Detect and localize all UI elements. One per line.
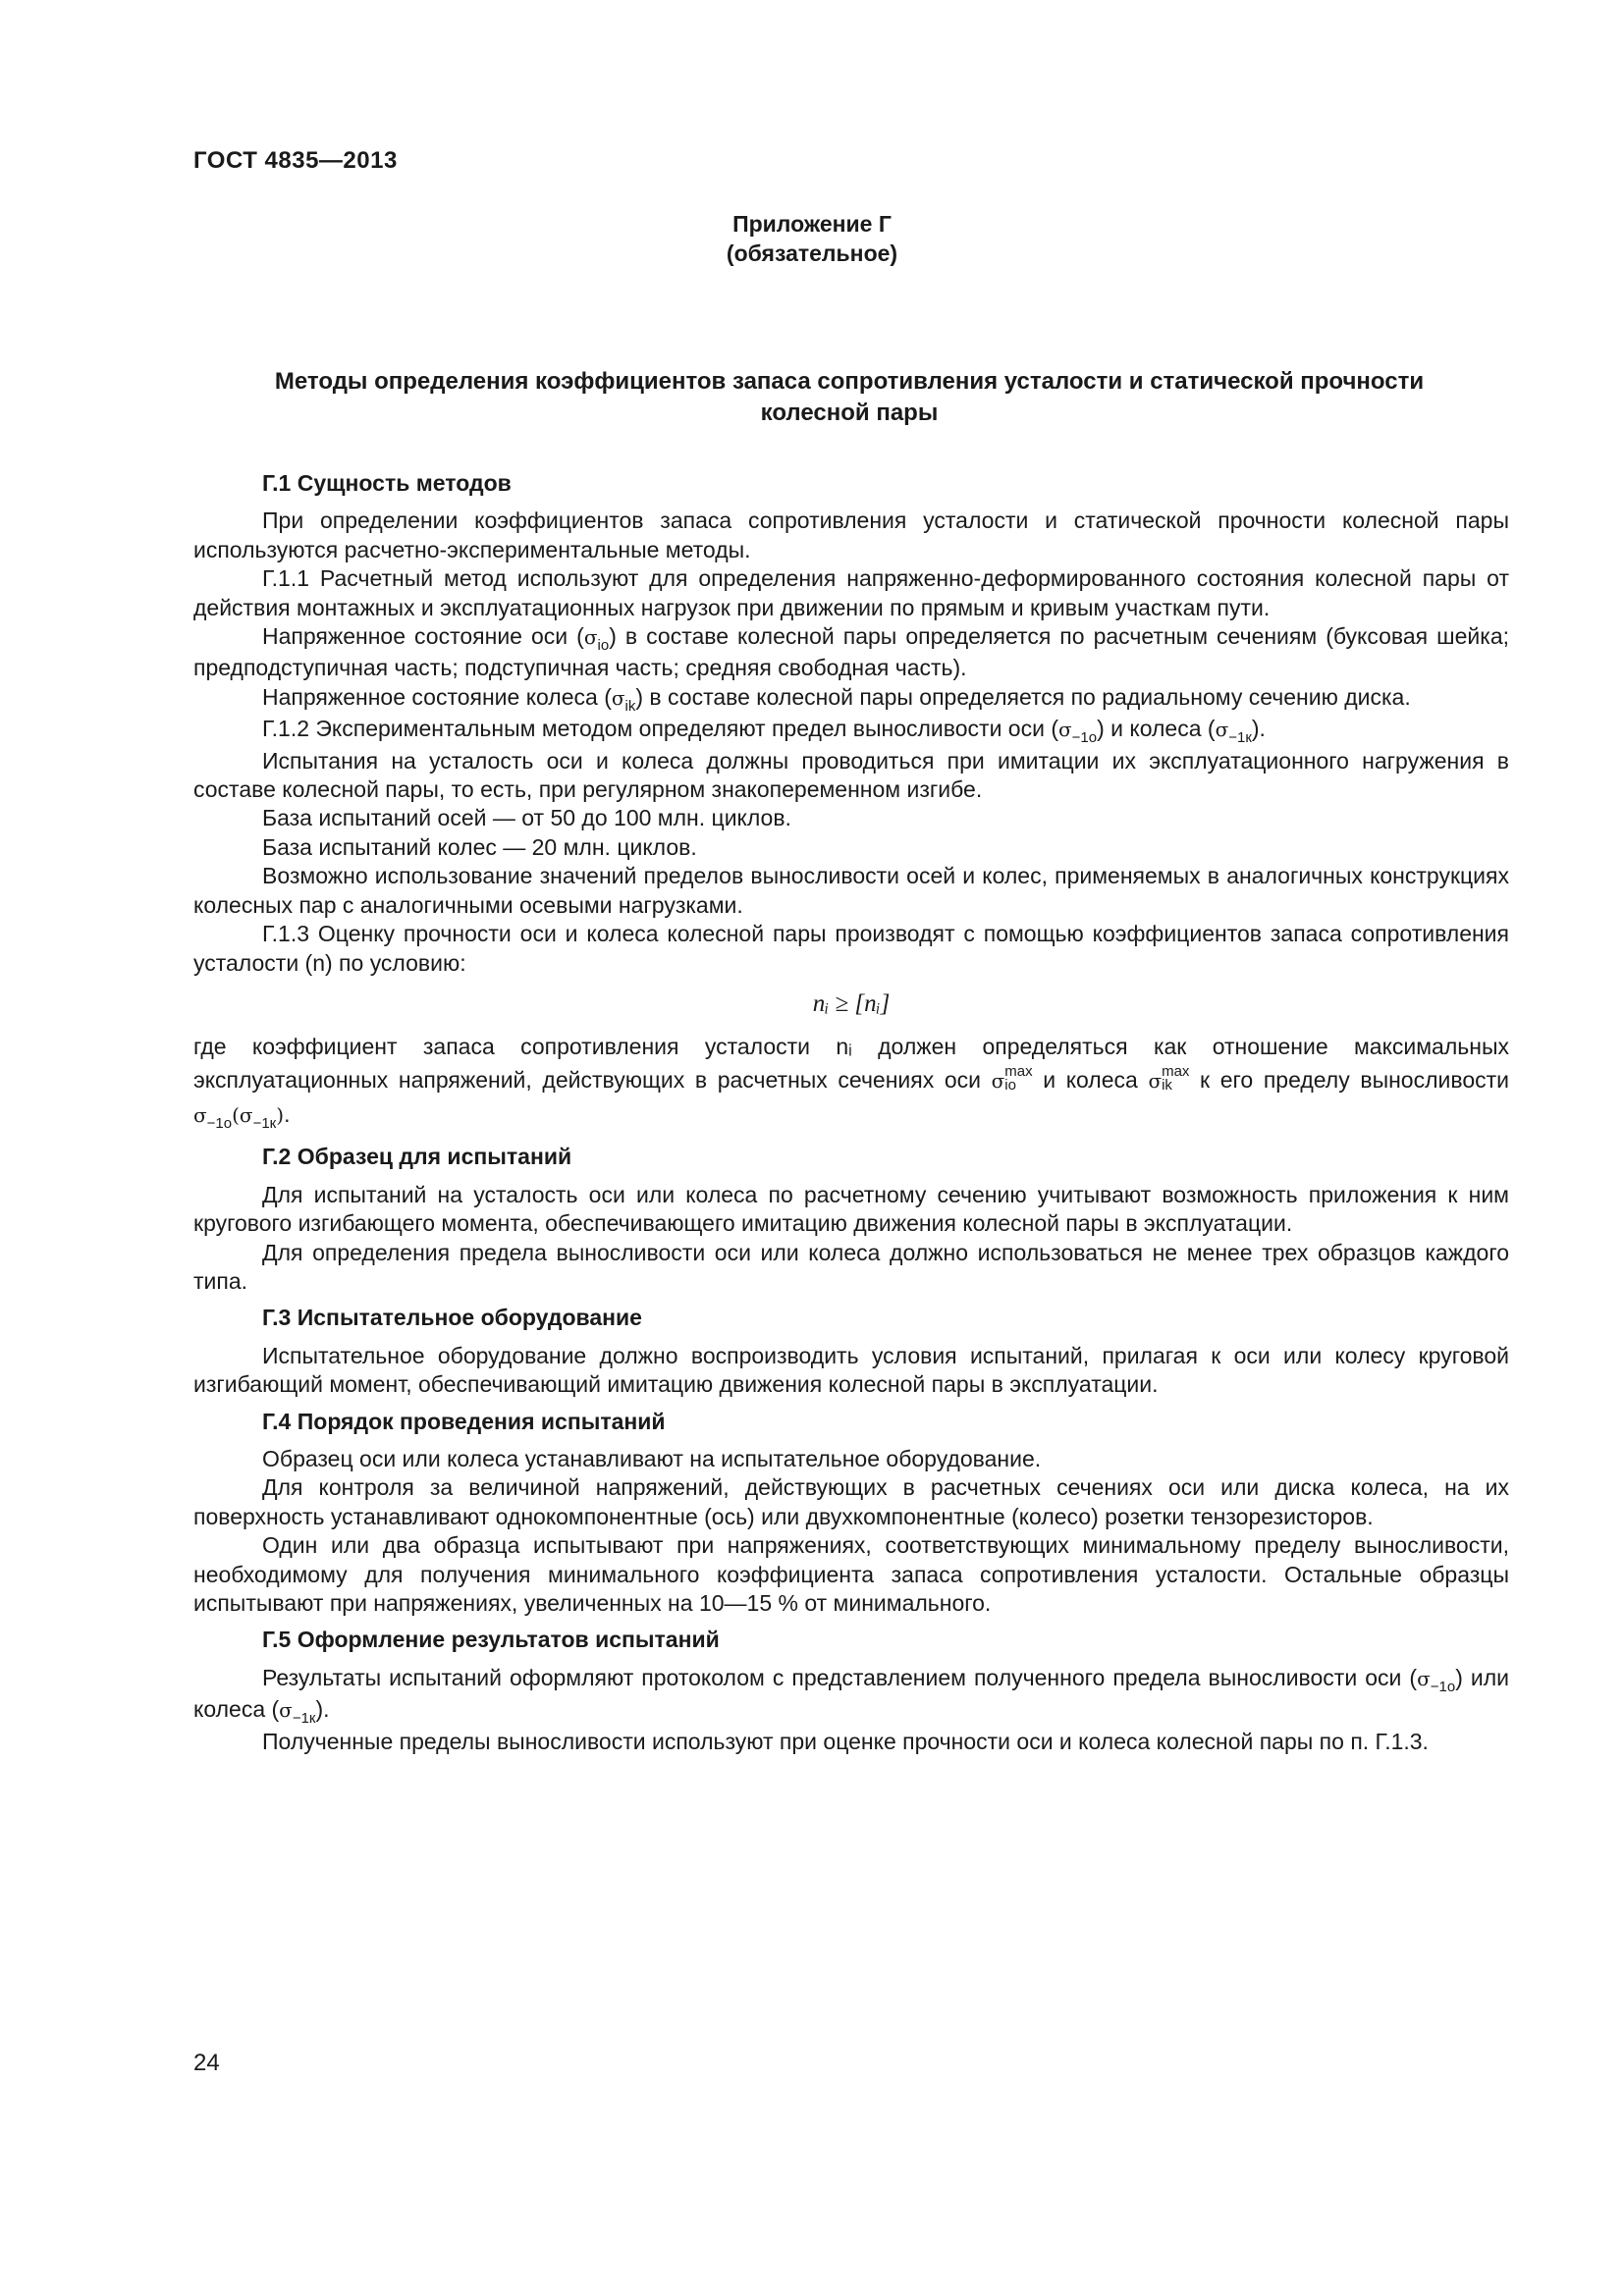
appendix-status: (обязательное) [726, 240, 898, 266]
text-fragment: Результаты испытаний оформляют протоколом с представлением полученного предела выносливости оси ( [262, 1664, 1418, 1690]
appendix-title: Методы определения коэффициентов запаса сопротивления усталости и статической прочности колесной пары [274, 368, 1425, 426]
text-fragment: Г.1.2 Экспериментальным методом определяют предел выносливости оси ( [262, 716, 1058, 742]
paragraph: Испытания на усталость оси и колеса должны проводиться при имитации их эксплуатационного нагружения в составе колесной пары, то есть, при регулярном знакопеременном изгибе. [193, 747, 1509, 803]
paragraph [193, 715, 1509, 746]
text-fragment: ) или колеса ( [193, 1664, 1509, 1723]
sigma-m1k-symbol: $\sigma_{-1к}$ [1215, 718, 1252, 747]
page-number: 24 [193, 2050, 220, 2076]
appendix-label: Приложение Г [732, 211, 892, 237]
paragraph: Для контроля за величиной напряжений, действующих в расчетных сечениях оси или диска колеса, на их поверхность устанавливают однокомпонентные (ось) или двухкомпонентные (колесо) розетки тензорезисторов. [193, 1474, 1509, 1529]
text-fragment: к его пределу выносливости [1189, 1067, 1509, 1094]
section-heading-g2: Г.2 Образец для испытаний [262, 1144, 572, 1170]
text-fragment: . [284, 1101, 291, 1128]
text-fragment: ). [315, 1696, 330, 1723]
paragraph: База испытаний осей — от 50 до 100 млн. циклов. [262, 805, 791, 831]
sigma-ik-max-symbol: σ max ik [1148, 1063, 1190, 1095]
text-fragment: Напряженное состояние колеса ( [262, 683, 612, 710]
paragraph: Г.1.3 Оценку прочности оси и колеса колесной пары производят с помощью коэффициентов запаса сопротивления усталости (n) по условию: [193, 921, 1509, 976]
sigma-m1o-m1k-symbol: $\sigma_{-1o}(\sigma_{-1к})$ [193, 1103, 285, 1133]
paragraph: Полученные пределы выносливости используют при оценке прочности оси и колеса колесной пары по п. Г.1.3. [262, 1728, 1429, 1754]
paragraph: Возможно использование значений пределов выносливости осей и колес, применяемых в аналогичных конструкциях колесных пар с аналогичными осевыми нагрузками. [193, 863, 1509, 918]
paragraph: Один или два образца испытывают при напряжениях, соответствующих минимальному пределу выносливости, необходимому для получения минимального коэффициента запаса сопротивления усталости. Остальные образцы испытывают при напряжениях, увеличенных на 10—15 % от минимального. [193, 1532, 1509, 1616]
paragraph [193, 1664, 1509, 1728]
text-fragment: где коэффициент запаса сопротивления усталости nᵢ должен определяться как отношение максимальных эксплуатационных напряжений, действующих в расчетных сечениях оси [193, 1034, 1509, 1094]
text-fragment: и колеса [1032, 1067, 1149, 1094]
formula: nᵢ ≥ [nᵢ] [812, 989, 891, 1017]
sigma-m1o-symbol: $\sigma_{-1o}$ [1417, 1666, 1456, 1695]
paragraph [193, 683, 1509, 715]
paragraph-where [193, 1030, 1509, 1135]
section-heading-g1: Г.1 Сущность методов [262, 470, 512, 496]
paragraph: При определении коэффициентов запаса сопротивления усталости и статической прочности колесной пары используются расчетно-экспериментальные методы. [193, 507, 1509, 562]
document-body [193, 461, 1509, 1756]
text-fragment: ). [1251, 716, 1266, 742]
sigma-m1o-symbol: $\sigma_{-1o}$ [1058, 718, 1098, 747]
paragraph: Для определения предела выносливости оси или колеса должно использоваться не менее трех образцов каждого типа. [193, 1239, 1509, 1294]
sigma-ik-symbol: $\sigma_{ik}$ [611, 685, 636, 715]
sigma-io-symbol: $\sigma_{io}$ [583, 625, 610, 655]
paragraph: Г.1.1 Расчетный метод используют для определения напряженно-деформированного состояния колесной пары от действия монтажных и эксплуатационных нагрузок при движении по прямым и кривым участкам пути. [193, 565, 1509, 620]
paragraph: База испытаний колес — 20 млн. циклов. [262, 833, 697, 860]
paragraph: Испытательное оборудование должно воспроизводить условия испытаний, прилагая к оси или колесу круговой изгибающий момент, обеспечивающий имитацию движения колесной пары в эксплуатации. [193, 1342, 1509, 1398]
text-fragment: ) и колеса ( [1097, 716, 1216, 742]
text-fragment: ) в составе колесной пары определяется по радиальному сечению диска. [635, 683, 1411, 710]
text-fragment: Напряженное состояние оси ( [262, 623, 584, 650]
section-heading-g4: Г.4 Порядок проведения испытаний [262, 1408, 666, 1434]
paragraph: Для испытаний на усталость оси или колеса по расчетному сечению учитывают возможность приложения к ним кругового изгибающего момента, обеспечивающего имитацию движения колесной пары в эксплуатации. [193, 1181, 1509, 1237]
paragraph [193, 622, 1509, 683]
sigma-io-max-symbol: σ max io [991, 1063, 1033, 1095]
appendix-heading [0, 209, 1624, 268]
document-code: ГОСТ 4835—2013 [193, 147, 398, 174]
section-heading-g3: Г.3 Испытательное оборудование [262, 1305, 642, 1331]
section-heading-g5: Г.5 Оформление результатов испытаний [262, 1627, 720, 1653]
text-fragment: ) в составе колесной пары определяется по расчетным сечениям (буксовая шейка; предподступичная часть; подступичная часть; средняя свободная часть). [193, 623, 1509, 681]
paragraph: Образец оси или колеса устанавливают на испытательное оборудование. [262, 1445, 1042, 1471]
sigma-m1k-symbol: $\sigma_{-1к}$ [279, 1698, 316, 1728]
